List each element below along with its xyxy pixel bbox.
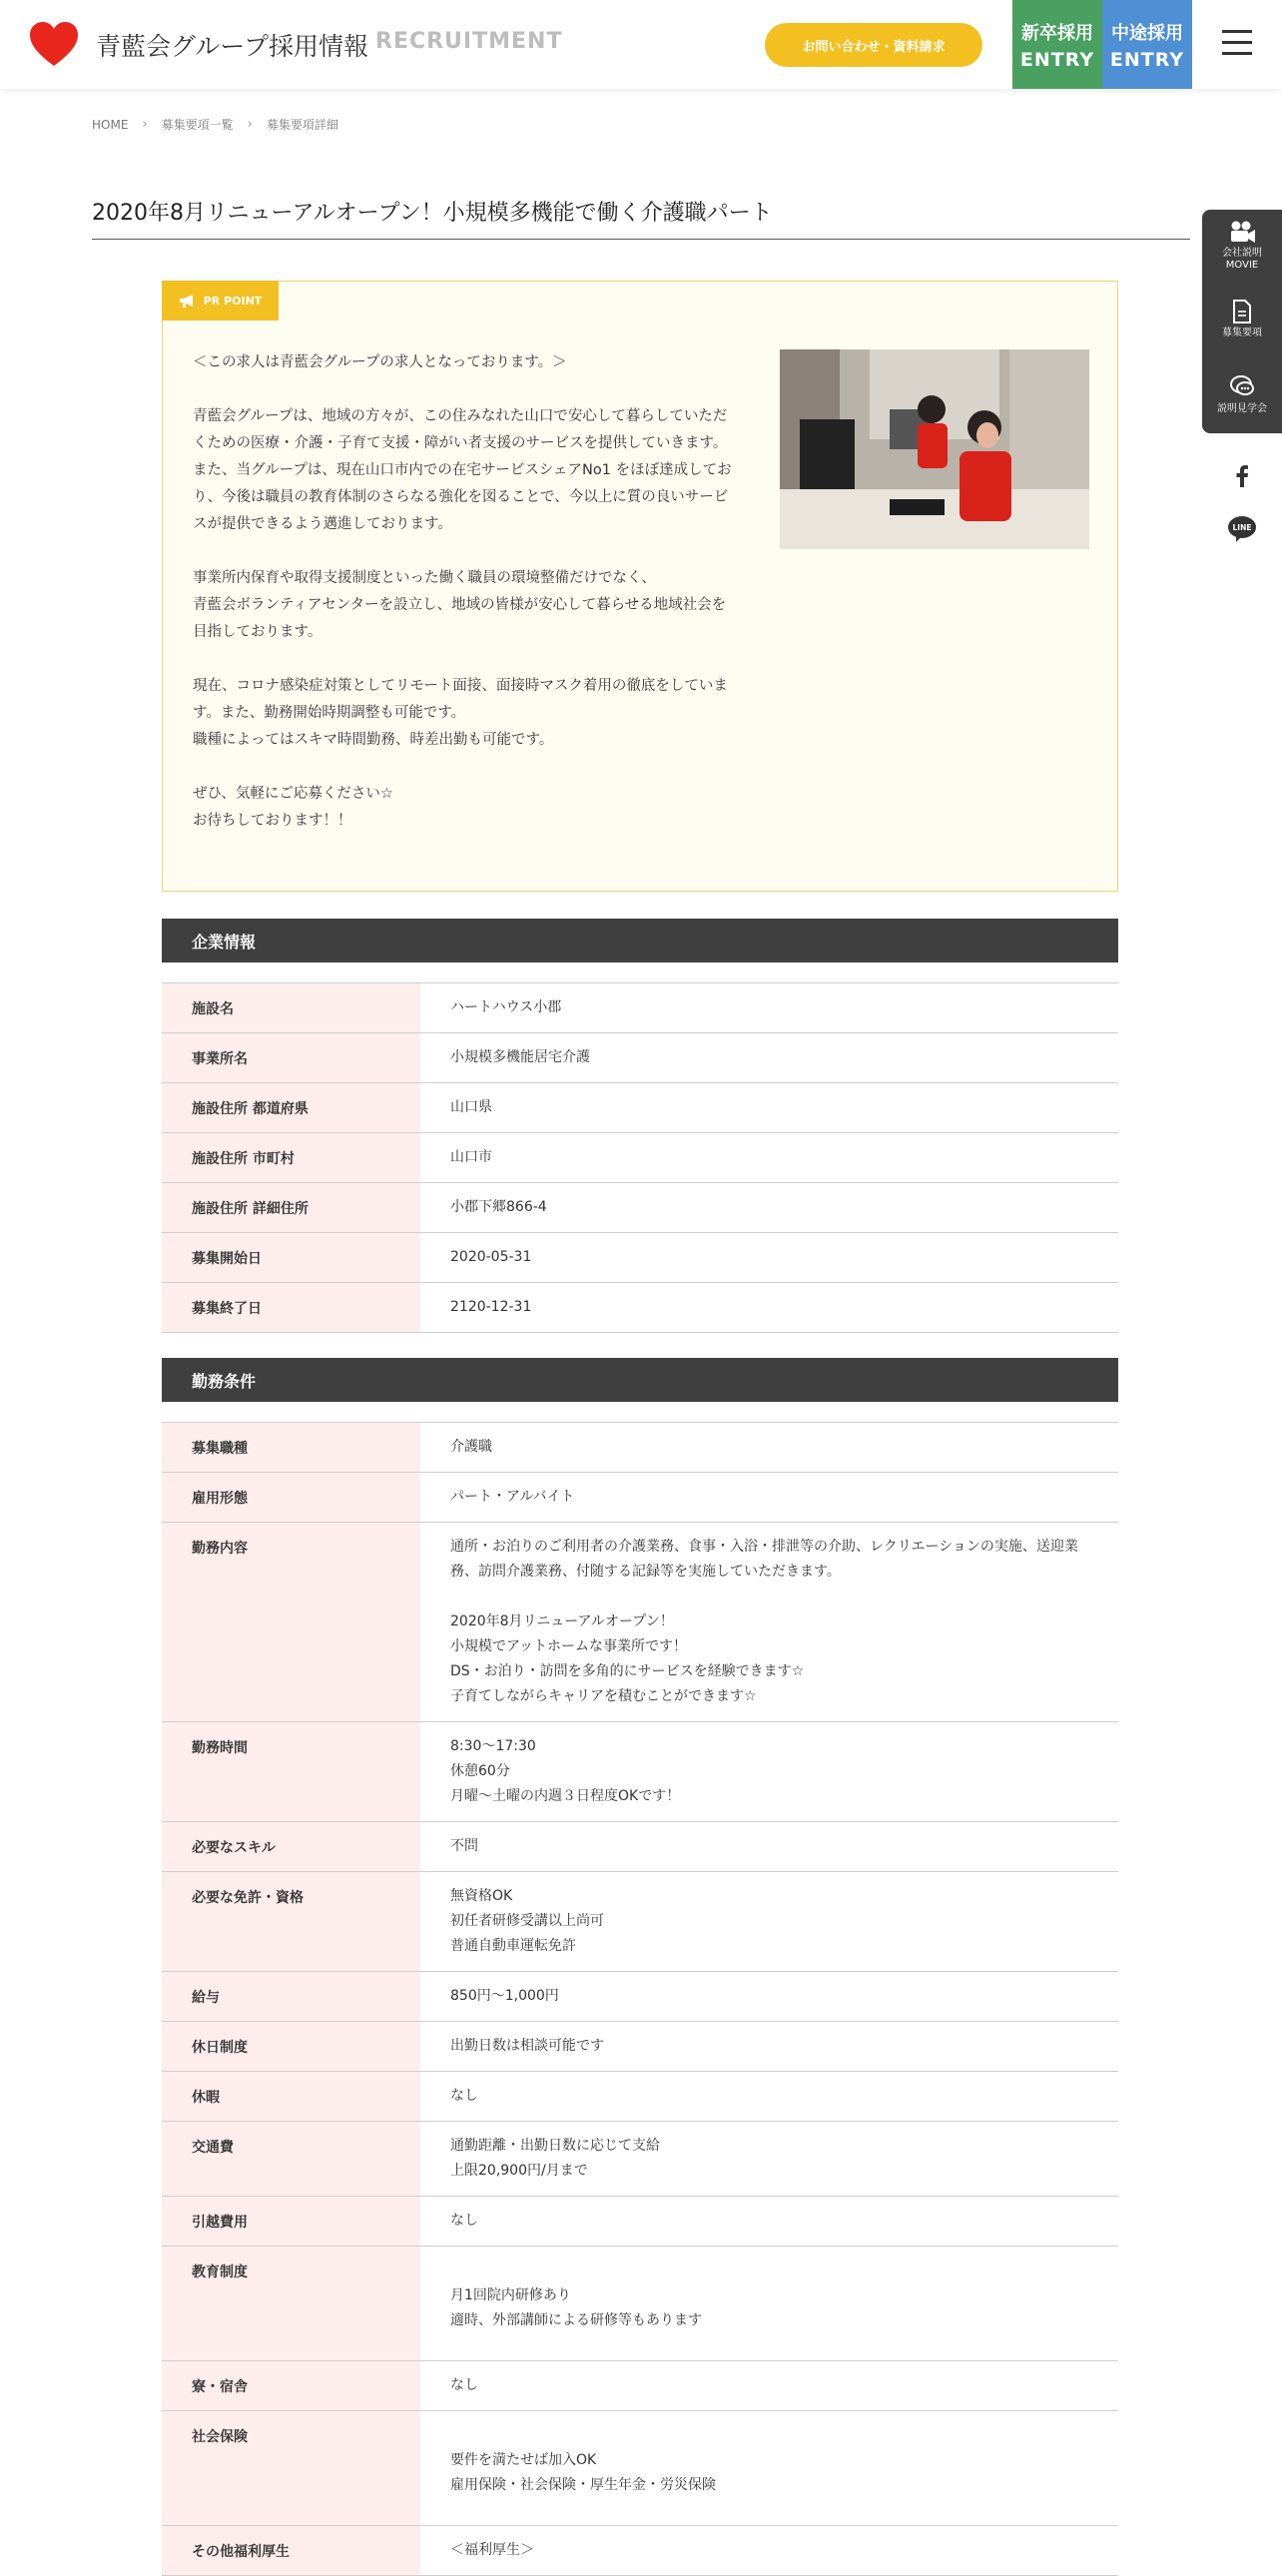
table-row: [162, 1423, 1118, 1473]
pr-line: 職種によってはスキマ時間勤務、時差出勤も可能です。: [193, 732, 554, 748]
side-nav-requirements-label: 募集要項: [1222, 327, 1262, 338]
row-value: 介護職: [450, 1439, 492, 1455]
row-value: パート・アルバイト: [450, 1489, 575, 1505]
chevron-right-icon: ›: [247, 117, 253, 132]
office-staff-photo: [780, 349, 1089, 549]
entry-new-sublabel: ENTRY: [1019, 48, 1095, 71]
side-nav-movie-sublabel: MOVIE: [1225, 260, 1259, 271]
pr-point-tag: [162, 281, 279, 321]
side-nav-requirements[interactable]: [1202, 300, 1282, 339]
row-label: 寮・宿舎: [162, 2361, 420, 2410]
row-value: なし: [450, 2213, 478, 2229]
row-value: 小郡下郷866-4: [450, 1199, 547, 1215]
table-row: [162, 2247, 1118, 2361]
row-value: なし: [450, 2088, 478, 2104]
breadcrumb-current: 募集要項詳細: [266, 118, 338, 132]
site-subtitle: RECRUITMENT: [375, 29, 563, 54]
pr-line: また、当グループは、現在山口市内での在宅サービスシェアNo1 をほぼ達成しており、今後は職員の教育体制のさらなる強化を図ることで、今以上に質の良いサービスが提供できるよう邁進しております。: [193, 462, 732, 532]
table-row: [162, 2361, 1118, 2411]
side-nav-briefing-label: 説明見学会: [1217, 403, 1267, 414]
table-row: [162, 1523, 1118, 1722]
row-label: 募集開始日: [162, 1233, 420, 1282]
table-row: [162, 1473, 1118, 1523]
table-row: [162, 1083, 1118, 1133]
row-label: 休暇: [162, 2072, 420, 2121]
breadcrumb-home-link[interactable]: HOME: [92, 117, 129, 132]
row-value: 山口県: [450, 1099, 492, 1115]
work-conditions-table: [162, 1422, 1118, 2576]
row-label: 社会保険: [162, 2411, 420, 2525]
row-label: 募集終了日: [162, 1283, 420, 1332]
pr-text: [193, 349, 732, 835]
heart-logo-icon[interactable]: [28, 20, 80, 68]
table-row: [162, 1822, 1118, 1872]
row-label: 雇用形態: [162, 1473, 420, 1522]
side-nav-movie[interactable]: [1202, 220, 1282, 272]
pr-point-box: [162, 281, 1118, 892]
row-label: 必要なスキル: [162, 1822, 420, 1871]
row-label: 休日制度: [162, 2022, 420, 2071]
row-value: 出勤日数は相談可能です: [450, 2038, 604, 2054]
table-row: [162, 1183, 1118, 1233]
row-label: 引越費用: [162, 2197, 420, 2246]
row-value: 通所・お泊りのご利用者の介護業務、食事・入浴・排泄等の介助、レクリエーションの実施、送迎業務、訪問介護業務、付随する記録等を実施していただきます。 2020年8月リニューアルオープン！ 小規模でアットホームな事業所です！ DS・お泊り・訪問を多角的にサービスを経験できます☆ 子育てしながらキャリアを積むことができます☆: [450, 1539, 1078, 1704]
row-label: 募集職種: [162, 1423, 420, 1472]
row-label: その他福利厚生: [162, 2526, 420, 2575]
breadcrumb: [92, 116, 338, 133]
company-info-table: [162, 982, 1118, 1333]
pr-line: ぜひ、気軽にご応募ください☆: [193, 786, 393, 802]
row-value: 850円～1,000円: [450, 1988, 559, 2004]
chat-bubbles-icon: [1228, 373, 1256, 399]
pr-line: 青藍会ボランティアセンターを設立し、地域の皆様が安心して暮らせる地域社会を目指しております。: [193, 597, 727, 640]
movie-camera-icon: [1228, 220, 1256, 244]
pr-line: 青藍会グループは、地域の方々が、この住みなれた山口で安心して暮らしていただくための医療・介護・子育て支援・障がい者支援のサービスを提供していきます。: [193, 408, 728, 451]
table-row: [162, 2122, 1118, 2197]
row-label: 必要な免許・資格: [162, 1872, 420, 1971]
row-value: なし: [450, 2377, 478, 2393]
row-value: 2020-05-31: [450, 1249, 532, 1265]
row-value: ＜福利厚生＞: [450, 2542, 534, 2558]
table-row: [162, 1033, 1118, 1083]
side-nav-briefing[interactable]: [1202, 373, 1282, 415]
table-row: [162, 983, 1118, 1033]
row-label: 施設住所 都道府県: [162, 1083, 420, 1132]
row-label: 事業所名: [162, 1033, 420, 1082]
facebook-link[interactable]: [1222, 465, 1262, 491]
pr-point-label: PR POINT: [203, 294, 263, 308]
entry-mid-sublabel: ENTRY: [1109, 48, 1185, 71]
table-row: [162, 1283, 1118, 1333]
megaphone-icon: [179, 294, 197, 308]
document-icon: [1232, 300, 1252, 323]
row-value: 不問: [450, 1838, 478, 1854]
line-label: LINE: [1232, 523, 1252, 532]
site-title[interactable]: 青藍会グループ採用情報: [96, 32, 369, 61]
row-label: 施設名: [162, 983, 420, 1032]
side-nav-movie-label: 会社説明: [1222, 248, 1262, 259]
chevron-right-icon: ›: [142, 117, 148, 132]
row-value: 2120-12-31: [450, 1299, 532, 1315]
table-row: [162, 1972, 1118, 2022]
row-label: 施設住所 詳細住所: [162, 1183, 420, 1232]
table-row: [162, 1233, 1118, 1283]
row-label: 給与: [162, 1972, 420, 2021]
row-value: 月1回院内研修あり 適時、外部講師による研修等もあります: [450, 2287, 702, 2328]
mid-career-entry-button[interactable]: [1102, 0, 1192, 89]
row-value: 要件を満たせば加入OK 雇用保険・社会保険・厚生年金・労災保険: [450, 2452, 716, 2493]
hamburger-menu-icon[interactable]: [1222, 30, 1252, 58]
site-header: [0, 0, 1282, 89]
row-label: 勤務内容: [162, 1523, 420, 1721]
row-label: 交通費: [162, 2122, 420, 2196]
row-value: 山口市: [450, 1149, 492, 1165]
line-chat-icon: [1227, 515, 1257, 543]
contact-button[interactable]: お問い合わせ・資料請求: [765, 23, 982, 67]
table-row: [162, 2022, 1118, 2072]
row-value: 無資格OK 初任者研修受講以上尚可 普通自動車運転免許: [450, 1888, 604, 1954]
pr-line: ＜この求人は青藍会グループの求人となっております。＞: [193, 354, 567, 370]
row-value: 8:30～17:30 休憩60分 月曜～土曜の内週３日程度OKです！: [450, 1738, 681, 1804]
row-value: 小規模多機能居宅介護: [450, 1049, 590, 1065]
work-conditions-heading: 勤務条件: [162, 1358, 1118, 1402]
title-divider: [92, 239, 1190, 240]
row-label: 教育制度: [162, 2247, 420, 2360]
table-row: [162, 1722, 1118, 1822]
pr-line: 事業所内保育や取得支援制度といった働く職員の環境整備だけでなく、: [193, 570, 656, 586]
facebook-icon: [1234, 465, 1250, 487]
row-value: ハートハウス小郡: [450, 999, 562, 1015]
pr-line: お待ちしております！！: [193, 813, 352, 829]
table-row: [162, 2526, 1118, 2576]
page-title: 2020年8月リニューアルオープン！小規模多機能で働く介護職パート: [92, 201, 773, 226]
entry-mid-label: 中途採用: [1111, 22, 1183, 44]
side-nav: [1202, 210, 1282, 433]
table-row: [162, 2197, 1118, 2247]
new-graduate-entry-button[interactable]: [1012, 0, 1102, 89]
table-row: [162, 1133, 1118, 1183]
table-row: [162, 2072, 1118, 2122]
line-link[interactable]: [1222, 515, 1262, 547]
company-info-heading: 企業情報: [162, 919, 1118, 963]
row-label: 勤務時間: [162, 1722, 420, 1821]
breadcrumb-list-link[interactable]: 募集要項一覧: [161, 118, 234, 132]
table-row: [162, 2411, 1118, 2526]
table-row: [162, 1872, 1118, 1972]
row-value: 通勤距離・出勤日数に応じて支給 上限20,900円/月まで: [450, 2138, 660, 2179]
entry-new-label: 新卒採用: [1021, 22, 1093, 44]
row-label: 施設住所 市町村: [162, 1133, 420, 1182]
pr-line: 現在、コロナ感染症対策としてリモート面接、面接時マスク着用の徹底をしています。また、勤務開始時期調整も可能です。: [193, 678, 728, 721]
